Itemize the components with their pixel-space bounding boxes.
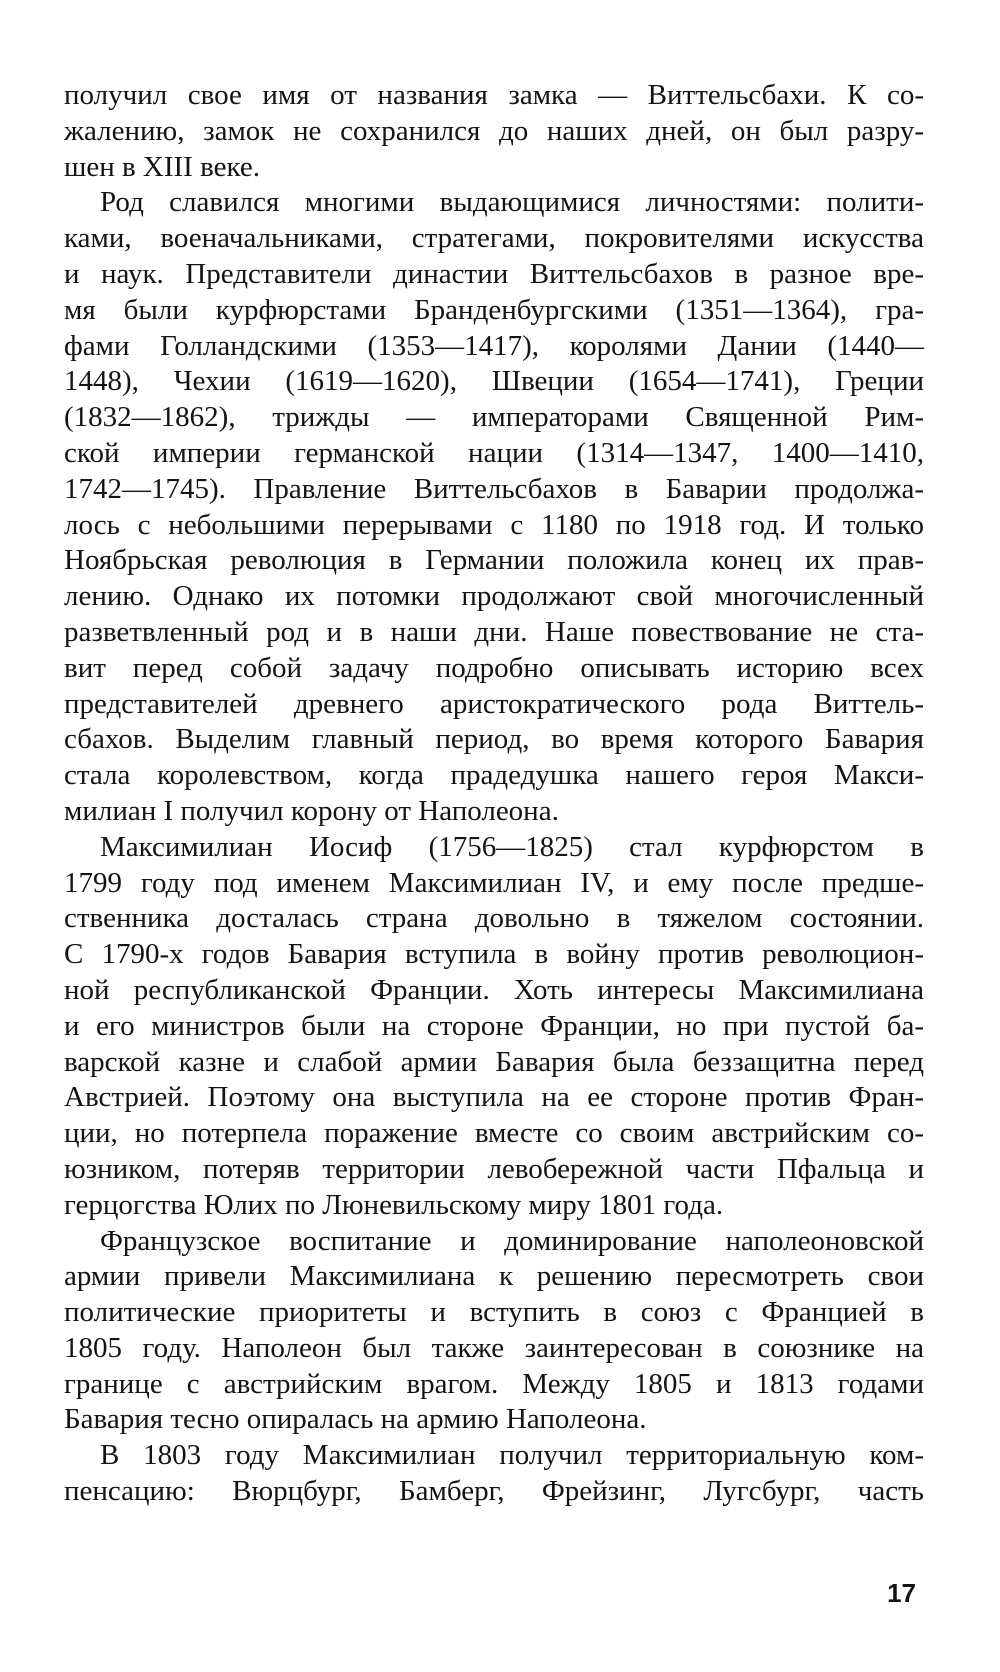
text-line: политические приоритеты и вступить в союз с Францией в: [64, 1296, 924, 1329]
text-line: Австрией. Поэтому она выступила на ее стороне против Фран-: [64, 1081, 924, 1114]
text-line: Максимилиан Иосиф (1756—1825) стал курфюрстом в: [100, 830, 924, 863]
text-line: границе с австрийским врагом. Между 1805 и 1813 годами: [64, 1367, 924, 1400]
text-line: (1832—1862), трижды — императорами Священной Рим-: [64, 401, 924, 434]
text-line: мя были курфюрстами Бранденбургскими (1351—1364), гра-: [64, 293, 924, 326]
text-line: лению. Однако их потомки продолжают свой многочисленный: [64, 580, 924, 613]
text-line: С 1790-х годов Бавария вступила в войну против революцион-: [64, 938, 924, 971]
text-line: ственника досталась страна довольно в тяжелом состоянии.: [64, 902, 924, 935]
text-line: Французское воспитание и доминирование наполеоновской: [100, 1224, 924, 1257]
text-line: ции, но потерпела поражение вместе со своим австрийским со-: [64, 1117, 924, 1150]
text-line: и его министров были на стороне Франции, но при пустой ба-: [64, 1009, 924, 1042]
text-line: Род славился многими выдающимися личностями: полити-: [100, 186, 924, 219]
text-line: фами Голландскими (1353—1417), королями Дании (1440—: [64, 329, 924, 362]
text-line: и наук. Представители династии Виттельсбахов в разное вре-: [64, 257, 924, 290]
text-line: жалению, замок не сохранился до наших дней, он был разру-: [64, 114, 924, 147]
text-line: представителей древнего аристократического рода Виттель-: [64, 687, 924, 720]
body-text: [64, 78, 924, 1510]
text-line: лось с небольшими перерывами с 1180 по 1918 год. И только: [64, 508, 924, 541]
text-line: 1799 году под именем Максимилиан IV, и ему после предше-: [64, 866, 924, 899]
text-line: 1742—1745). Правление Виттельсбахов в Баварии продолжа-: [64, 472, 924, 505]
text-line: ками, военачальниками, стратегами, покровителями искусства: [64, 222, 924, 255]
text-line: Ноябрьская революция в Германии положила конец их прав-: [64, 544, 924, 577]
page-number: 17: [887, 1578, 916, 1608]
text-line: вит перед собой задачу подробно описывать историю всех: [64, 651, 924, 684]
text-line: разветвленный род и в наши дни. Наше повествование не ста-: [64, 615, 924, 648]
text-line: пенсацию: Вюрцбург, Бамберг, Фрейзинг, Лугсбург, часть: [64, 1475, 924, 1508]
text-line: юзником, потеряв территории левобережной части Пфальца и: [64, 1152, 924, 1185]
text-line: шен в XIII веке.: [64, 150, 260, 183]
text-line: 1805 году. Наполеон был также заинтересован в союзнике на: [64, 1331, 924, 1364]
text-line: варской казне и слабой армии Бавария была беззащитна перед: [64, 1045, 924, 1078]
text-line: В 1803 году Максимилиан получил территориальную ком-: [100, 1439, 924, 1472]
text-line: ной республиканской Франции. Хоть интересы Максимилиана: [64, 973, 924, 1006]
text-line: герцогства Юлих по Люневильскому миру 1801 года.: [64, 1188, 724, 1221]
text-line: милиан I получил корону от Наполеона.: [64, 794, 559, 827]
text-line: ской империи германской нации (1314—1347, 1400—1410,: [64, 436, 924, 469]
text-line: Бавария тесно опиралась на армию Наполеона.: [64, 1403, 647, 1436]
text-line: получил свое имя от названия замка — Виттельсбахи. К со-: [64, 79, 924, 111]
text-line: армии привели Максимилиана к решению пересмотреть свои: [64, 1260, 924, 1293]
text-line: 1448), Чехии (1619—1620), Швеции (1654—1741), Греции: [64, 365, 924, 398]
text-line: сбахов. Выделим главный период, во время которого Бавария: [64, 723, 924, 756]
text-line: стала королевством, когда прадедушка нашего героя Макси-: [64, 759, 924, 792]
